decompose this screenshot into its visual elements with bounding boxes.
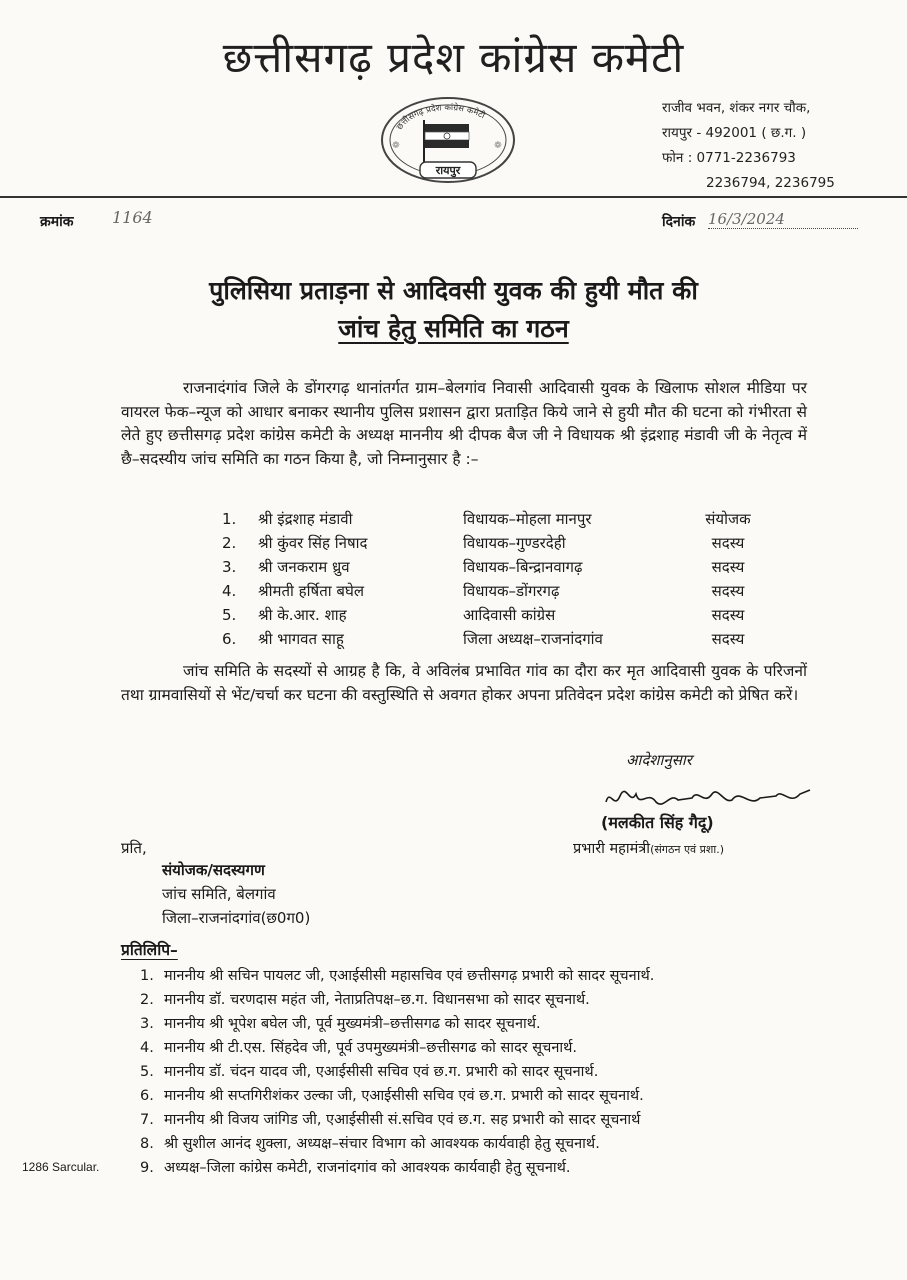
letterhead-title: छत्तीसगढ़ प्रदेश कांग्रेस कमेटी: [222, 33, 685, 82]
ref-no-value: 1164: [112, 208, 153, 227]
body-paragraph-2: जांच समिति के सदस्यों से आग्रह है कि, वे अविलंब प्रभावित गांव का दौरा कर मृत आदिवासी युवक के परिजनों तथा ग्रामवासियों से भेंट/चर्चा कर घटना की वस्तुस्थिति से अवगत होकर अपना प्रतिवेदन प्रदेश कांग्रेस कमेटी को प्रेषित करें।: [121, 662, 807, 704]
body-paragraph-1: राजनादंगांव जिले के डोंगरगढ़ थानांतर्गत ग्राम–बेलगांव निवासी आदिवासी युवक के खिलाफ सोशल मीडिया पर वायरल फेक–न्यूज को आधार बनाकर स्थानीय पुलिस प्रशासन द्वारा प्रताड़ित किये जाने से हुयी मौत की घटना को गंभीरता से लेते हुए छत्तीसगढ़ प्रदेश कांग्रेस कमेटी के अध्यक्ष माननीय श्री दीपक बैज जी ने विधायक श्री इंद्रशाह मंडावी जी के नेतृत्व में छै–सदस्यीय जांच समिति का गठन किया है, जो निम्नानुसार है :–: [121, 379, 807, 468]
subject-line-1: पुलिसिया प्रताड़ना से आदिवसी युवक की हुयी मौत की: [209, 276, 698, 305]
party-seal-logo: [368, 96, 528, 188]
date-label: दिनांक: [662, 214, 696, 230]
copy-to-list: [140, 964, 654, 1180]
signatory-designation: प्रभारी महामंत्री(संगठन एवं प्रशा.): [573, 841, 725, 857]
ref-no-label: क्रमांक: [40, 214, 74, 230]
svg-text:छत्तीसगढ़ प्रदेश कांग्रेस कमेट: छत्तीसगढ़ प्रदेश कांग्रेस कमेटी: [394, 102, 487, 133]
member-row: 5. श्री के.आर. शाह आदिवासी कांग्रेस सदस्य: [222, 606, 745, 624]
recipient-address: संयोजक/सदस्यगण जांच समिति, बेलगांव जिला–राजनांदगांव(छ0ग0): [162, 861, 311, 927]
svg-text:❁: ❁: [494, 141, 502, 151]
member-row: 3. श्री जनकराम ध्रुव विधायक–बिन्द्रानवागढ़ सदस्य: [222, 558, 745, 576]
list-item: 4. माननीय श्री टी.एस. सिंहदेव जी, पूर्व उपमुख्यमंत्री–छत्तीसगढ को सादर सूचनार्थ.: [140, 1040, 577, 1056]
list-item: 7. माननीय श्री विजय जांगिड जी, एआईसीसी सं.सचिव एवं छ.ग. सह प्रभारी को सादर सूचनार्थ: [140, 1112, 641, 1128]
by-order-text: आदेशानुसार: [626, 751, 692, 769]
subject-line-2: जांच हेतु समिति का गठन: [338, 314, 569, 343]
list-item: 5. माननीय डॉ. चंदन यादव जी, एआईसीसी सचिव एवं छ.ग. प्रभारी को सादर सूचनार्थ.: [140, 1064, 599, 1080]
list-item: 8. श्री सुशील आनंद शुक्ला, अध्यक्ष–संचार विभाग को आवश्यक कार्यवाही हेतु सूचनार्थ.: [140, 1136, 600, 1152]
member-row: 1. श्री इंद्रशाह मंडावी विधायक–मोहला मानपुर संयोजक: [222, 510, 751, 528]
list-item: 2. माननीय डॉ. चरणदास महंत जी, नेताप्रतिपक्ष–छ.ग. विधानसभा को सादर सूचनार्थ.: [140, 992, 590, 1008]
date-value: 16/3/2024: [708, 210, 858, 229]
member-row: 2. श्री कुंवर सिंह निषाद विधायक–गुण्डरदेही सदस्य: [222, 534, 745, 552]
office-address: राजीव भवन, शंकर नगर चौक, रायपुर - 492001 ( छ.ग. ) फोन : 0771-2236793 2236794, 2236795: [662, 100, 835, 191]
list-item: 3. माननीय श्री भूपेश बघेल जी, पूर्व मुख्यमंत्री–छत्तीसगढ को सादर सूचनार्थ.: [140, 1016, 541, 1032]
signatory-name: (मलकीत सिंह गैदू): [601, 813, 714, 832]
member-row: 6. श्री भागवत साहू जिला अध्यक्ष–राजनांदगांव सदस्य: [222, 630, 745, 648]
list-item: 9. अध्यक्ष–जिला कांग्रेस कमेटी, राजनांदगांव को आवश्यक कार्यवाही हेतु सूचनार्थ.: [140, 1160, 571, 1176]
member-row: 4. श्रीमती हर्षिता बघेल विधायक–डोंगरगढ़ सदस्य: [222, 582, 745, 600]
copy-to-heading: प्रतिलिपि–: [121, 941, 178, 959]
header-divider: [0, 196, 907, 198]
svg-text:रायपुर: रायपुर: [435, 164, 461, 177]
committee-members-table: [222, 507, 763, 651]
footer-note: 1286 Sarcular.: [22, 1160, 100, 1174]
recipient-to-label: प्रति,: [121, 839, 147, 857]
list-item: 1. माननीय श्री सचिन पायलट जी, एआईसीसी महासचिव एवं छत्तीसगढ़ प्रभारी को सादर सूचनार्थ.: [140, 968, 655, 984]
list-item: 6. माननीय श्री सप्तगिरीशंकर उल्का जी, एआईसीसी सचिव एवं छ.ग. प्रभारी को सादर सूचनार्थ.: [140, 1088, 644, 1104]
svg-text:❁: ❁: [392, 141, 400, 151]
